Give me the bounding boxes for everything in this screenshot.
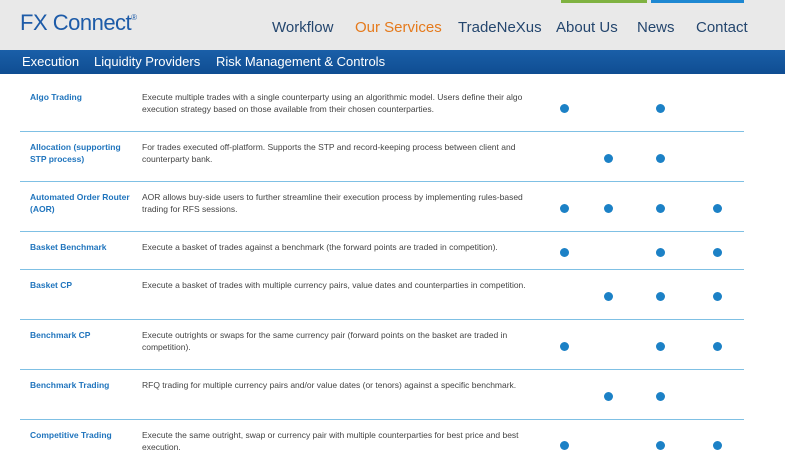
service-description: Execute multiple trades with a single counterparty using an algorithmic model. Users define their algo execution strategy based on those available from their chosen counterparties. [142,92,523,114]
availability-dot [656,292,665,301]
table-row [20,319,744,370]
service-description: RFQ trading for multiple currency pairs and/or value dates (or tenors) against a specific benchmark. [142,380,517,390]
nav-workflow[interactable]: Workflow [272,19,334,36]
availability-dot [656,104,665,113]
service-description: Execute a basket of trades with multiple currency pairs, value dates and counterparties in competition. [142,280,526,290]
nav-our-services[interactable]: Our Services [355,19,442,36]
service-name[interactable]: Basket CP [30,280,73,290]
availability-dot [656,342,665,351]
table-row [20,269,744,320]
availability-dot [713,204,722,213]
nav-tradenexus[interactable]: TradeNeXus [458,19,542,36]
fx-connect-logo[interactable] [20,10,137,36]
service-name[interactable]: Basket Benchmark [30,242,107,252]
header-bar [0,0,785,50]
availability-dot [713,441,722,450]
service-description: Execute outrights or swaps for the same currency pair (forward points on the basket are traded in competition). [142,330,508,352]
subnav-execution[interactable]: Execution [22,54,80,69]
nav-news[interactable]: News [637,19,675,36]
nav-contact[interactable]: Contact [696,19,748,36]
service-description: Execute the same outright, swap or currency pair with multiple counterparties for best price and best execution. [142,430,519,452]
availability-dot [604,204,613,213]
accent-bar-green [561,0,647,3]
availability-dot [656,441,665,450]
service-name[interactable]: Competitive Trading [30,430,112,440]
availability-dot [713,292,722,301]
table-row [20,181,744,232]
table-row [20,369,744,420]
service-name[interactable]: Benchmark CP [30,330,91,340]
availability-dot [656,248,665,257]
availability-dot [604,392,613,401]
availability-dot [560,441,569,450]
availability-dot [560,248,569,257]
service-description: For trades executed off-platform. Supports the STP and record-keeping process between client and counterparty bank. [142,142,516,164]
service-name[interactable]: Algo Trading [30,92,82,102]
table-row [20,81,744,132]
subnav-liquidity-providers[interactable]: Liquidity Providers [94,54,201,69]
availability-dot [656,204,665,213]
service-description: AOR allows buy-side users to further streamline their execution process by implementing rules-based trading for RFS sessions. [142,192,523,214]
table-row [20,419,744,469]
sub-nav [0,50,785,74]
availability-dot [713,342,722,351]
availability-dot [713,248,722,257]
service-description: Execute a basket of trades against a benchmark (the forward points are traded in competition). [142,242,498,252]
availability-dot [656,392,665,401]
logo-text: FX Connect [20,10,132,35]
availability-dot [560,204,569,213]
service-name[interactable]: Automated Order Router (AOR) [30,192,130,214]
registered-mark: ® [131,13,137,22]
subnav-risk-management[interactable]: Risk Management & Controls [216,54,386,69]
table-row [20,131,744,182]
service-name[interactable]: Benchmark Trading [30,380,110,390]
availability-dot [560,342,569,351]
table-row [20,231,744,270]
accent-bar-blue [651,0,744,3]
availability-dot [560,104,569,113]
availability-dot [604,154,613,163]
availability-dot [604,292,613,301]
nav-about-us[interactable]: About Us [556,19,618,36]
service-name[interactable]: Allocation (supporting STP process) [30,142,121,164]
availability-dot [656,154,665,163]
